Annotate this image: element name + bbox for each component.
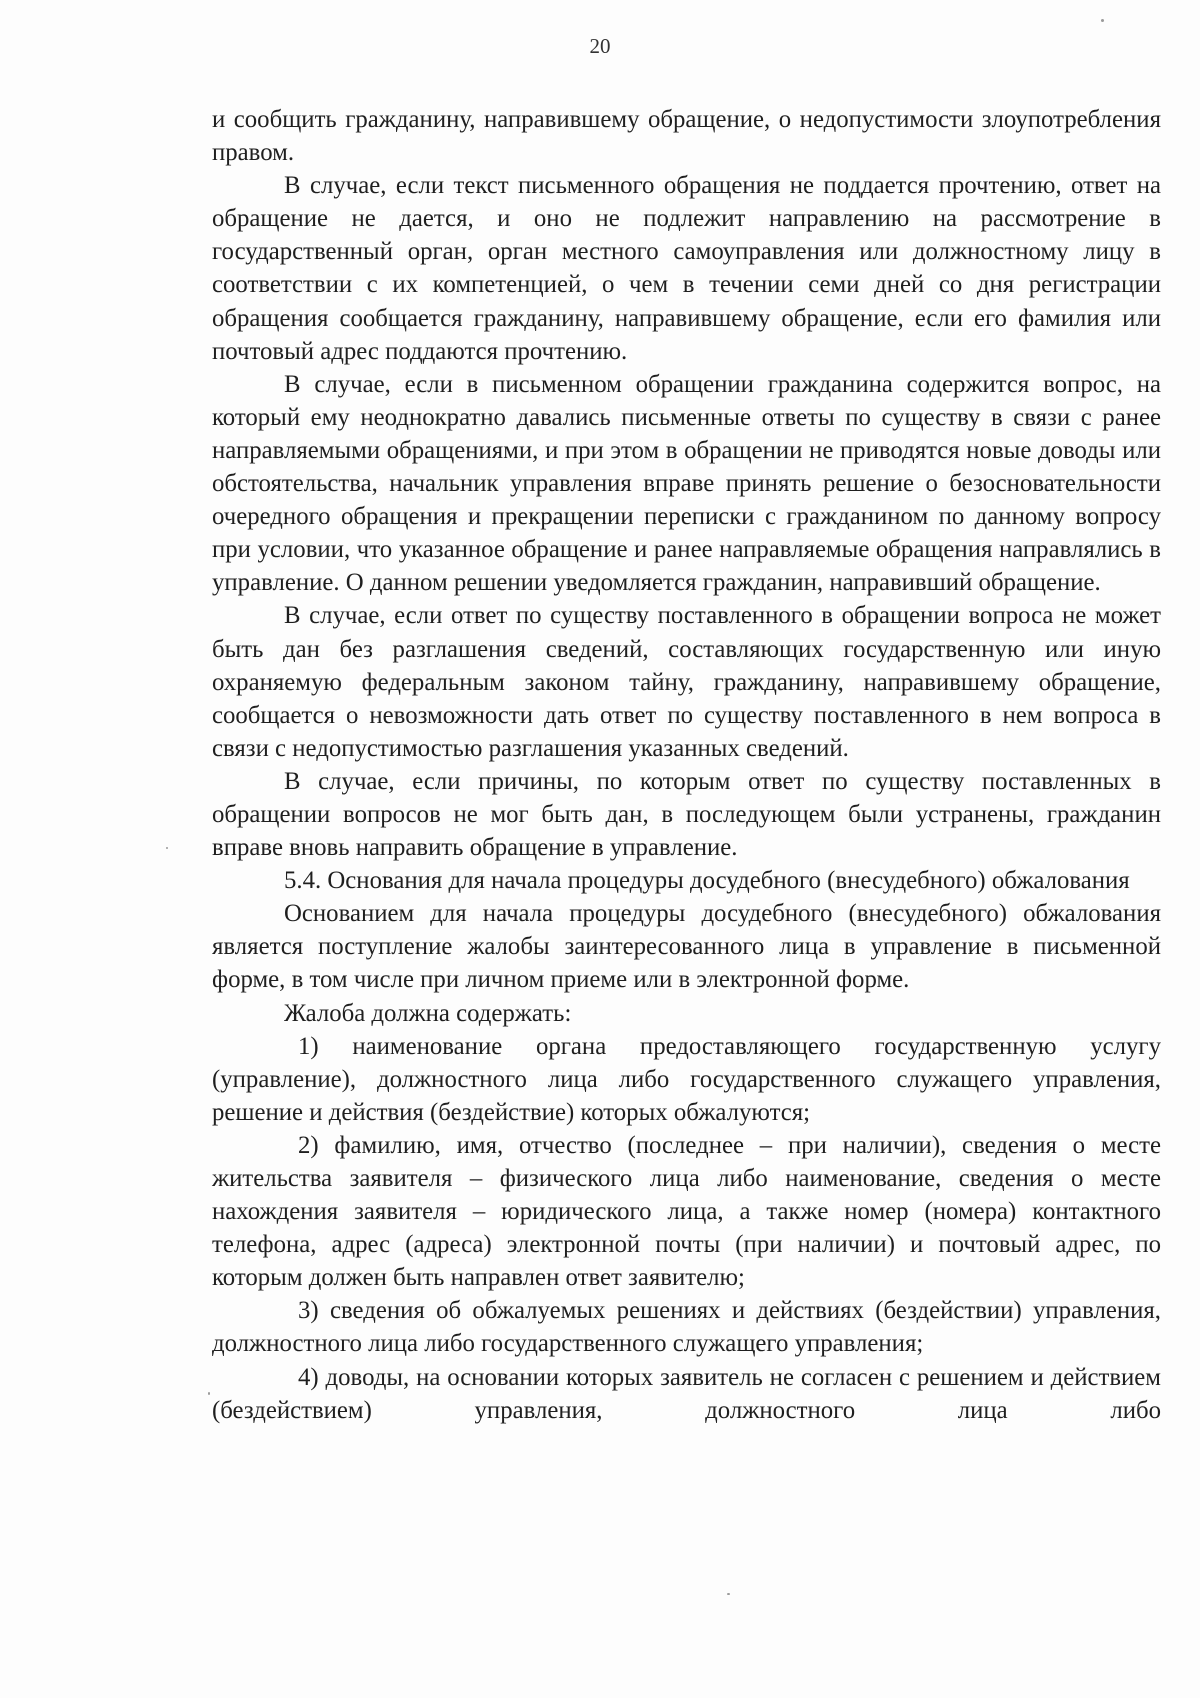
section-heading-5-4: 5.4. Основания для начала процедуры досудебного (внесудебного) обжалования: [284, 867, 1130, 895]
list-item-4: 4) доводы, на основании которых заявитель не согласен с решением и действием (бездействием) управления, должностного лица либо: [212, 1363, 1161, 1424]
paragraph-unreadable-text: В случае, если текст письменного обращения не поддается прочтению, ответ на обращение не дается, и оно не подлежит направлению на рассмотрение в государственный орган, орган местного самоуправления или должностному лицу в соответствии с их компетенцией, о чем в течении семи дней со дня регистрации обращения сообщается гражданину, направившему обращение, если его фамилия или почтовый адрес поддаются прочтению.: [212, 172, 1161, 365]
document-body: [212, 103, 1161, 1427]
scan-speck: [727, 1593, 730, 1595]
paragraph-complaint-contents-intro: Жалоба должна содержать:: [284, 999, 572, 1027]
list-item-2: 2) фамилию, имя, отчество (последнее – при наличии), сведения о месте жительства заявителя – физического лица либо наименование, сведения о месте нахождения заявителя – юридического лица, а также номер (номера) контактного телефона, адрес (адреса) электронной почты (при наличии) и почтовый адрес, по которым должен быть направлен ответ заявителю;: [212, 1131, 1161, 1292]
paragraph-reasons-eliminated: В случае, если причины, по которым ответ по существу поставленных в обращении вопросов не мог быть дан, в последующем были устранены, гражданин вправе вновь направить обращение в управление.: [212, 767, 1161, 862]
paragraph-protected-secret: В случае, если ответ по существу поставленного в обращении вопроса не может быть дан без разглашения сведений, составляющих государственную или иную охраняемую федеральным законом тайну, гражданину, направившему обращение, сообщается о невозможности дать ответ по существу поставленного в нем вопроса в связи с недопустимостью разглашения указанных сведений.: [212, 602, 1161, 762]
list-item-1: 1) наименование органа предоставляющего государственную услугу (управление), должностного лица либо государственного служащего управления, решение и действия (бездействие) которых обжалуются;: [212, 1032, 1161, 1126]
paragraph-repeated-questions: В случае, если в письменном обращении гражданина содержится вопрос, на который ему неоднократно давались письменные ответы по существу в связи с ранее направляемыми обращениями, и при этом в обращении не приводятся новые доводы или обстоятельства, начальник управления вправе принять решение о безосновательности очередного обращения и прекращении переписки с гражданином по данному вопросу при условии, что указанное обращение и ранее направляемые обращения направлялись в управление. О данном решении уведомляется гражданин, направивший обращение.: [212, 370, 1161, 597]
paragraph-appeal-grounds: Основанием для начала процедуры досудебного (внесудебного) обжалования является поступление жалобы заинтересованного лица в управление в письменной форме, в том числе при личном приеме или в электронной форме.: [212, 900, 1161, 994]
scan-speck: [208, 1392, 210, 1395]
page-number: 20: [589, 34, 611, 58]
list-item-3: 3) сведения об обжалуемых решениях и действиях (бездействии) управления, должностного лица либо государственного служащего управления;: [212, 1297, 1161, 1358]
paragraph-continuation: и сообщить гражданину, направившему обращение, о недопустимости злоупотребления правом.: [212, 106, 1161, 167]
scan-speck: [166, 847, 168, 849]
scan-speck: [1101, 19, 1104, 22]
